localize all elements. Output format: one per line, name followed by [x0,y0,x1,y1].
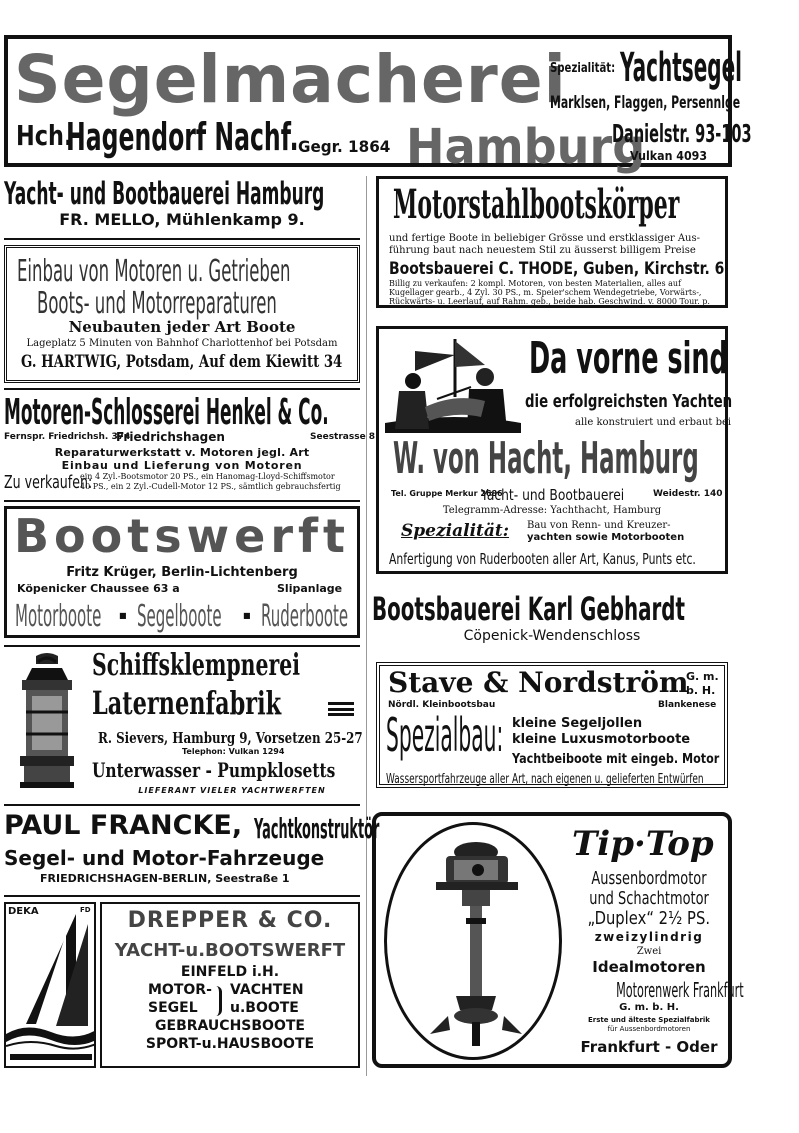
outboard-motor-icon [426,838,526,1048]
ad-mello [4,176,360,234]
stave-gmbh2: b. H. [686,684,716,697]
francke-line2: Segel- und Motor-Fahrzeuge [4,846,325,870]
hacht-tele: Telegramm-Adresse: Yachthacht, Hamburg [442,505,662,516]
stave-sub1: Nördl. Kleinbootsbau [388,700,496,710]
tiptop-line3: „Duplex“ 2½ PS. [587,908,711,929]
sievers-line5: LIEFERANT VIELER YACHTWERFTEN [138,786,326,795]
krueger-motorboote: Motorboote [15,599,102,634]
ad-hartwig [4,245,360,383]
krueger-sep2: ■ [243,611,251,620]
drepper-line5a: SEGEL [148,1000,198,1016]
hagendorf-spec-label: Spezialität: [550,61,616,76]
ad-henkel [4,392,376,498]
thode-line2: führung baut nach neuestem Stil zu äusserst billigem Preise [389,245,696,256]
hagendorf-hch: Hch. [16,119,73,152]
hagendorf-street: Danielstr. 93-103 [612,119,752,148]
hacht-line1: Da vorne sind [529,333,728,384]
tiptop-line10: für Aussenbordmotoren [607,1025,691,1033]
ad-gebhardt [372,590,732,652]
krueger-line2b: Slipanlage [277,582,343,595]
stave-sub2: Blankenese [658,700,717,710]
drepper-logo-frame [4,902,96,1068]
hartwig-line2: Boots- und Motorreparaturen [37,286,277,321]
tiptop-line4: zweizylindrig [594,930,704,944]
francke-name: PAUL FRANCKE, [4,810,243,841]
drepper-line2: YACHT-u.BOOTSWERFT [114,940,346,961]
tiptop-line1: Aussenbordmotor [591,868,707,889]
drepper-line1: DREPPER & CO. [127,908,333,933]
hacht-mid: Yacht- und Bootbauerei [481,486,625,504]
sievers-lines-icon [328,702,354,716]
tiptop-line11: Frankfurt - Oder [580,1038,718,1056]
hacht-spec: Spezialität: [401,521,510,541]
sievers-line3: R. Sievers, Hamburg 9, Vorsetzen 25-27 [98,729,363,747]
drepper-fd: FD [80,906,91,914]
ad-hacht [376,326,733,574]
sailboat-icon [6,914,96,1064]
henkel-street: Seestrasse 8 [310,432,376,442]
hacht-line4: W. von Hacht, Hamburg [393,433,699,484]
hartwig-line4: Lageplatz 5 Minuten von Bahnhof Charlottenhof bei Potsdam [26,338,338,349]
tiptop-line2: und Schachtmotor [589,888,709,909]
gebhardt-line1: Bootsbauerei Karl Gebhardt [372,590,685,628]
krueger-title: Bootswerft [13,509,351,563]
gebhardt-line2: Cöpenick-Wendenschloss [463,628,641,644]
ad-stave [376,662,728,788]
lantern-icon [8,652,86,790]
henkel-sell2: 40 PS., ein 2 Zyl.-Cudell-Motor 12 PS., sämtlich gebrauchsfertig [80,482,341,491]
stave-title: Stave & Nordström [388,666,689,699]
ad-krueger [4,506,360,638]
henkel-sell1: ein 4 Zyl.-Bootsmotor 20 PS., ein Hanomag-Lloyd-Schiffsmotor [80,472,335,481]
ad-drepper [4,902,360,1070]
hacht-spec2: yachten sowie Motorbooten [527,532,685,543]
drepper-brace-icon [214,986,222,1016]
divider [4,238,360,240]
stave-s3: Yachtbeiboote mit eingeb. Motor [512,752,720,767]
tiptop-line5: Zwei [636,946,662,957]
thode-title: Motorstahlbootskörper [393,181,680,228]
divider [4,500,360,502]
mello-title: Yacht- und Bootbauerei Hamburg [4,176,325,212]
tiptop-title: Tip·Top [572,824,714,864]
divider [4,895,360,897]
henkel-line2: Einbau und Lieferung von Motoren [61,459,303,472]
tiptop-line8: G. m. b. H. [619,1002,679,1013]
henkel-line1: Reparaturwerkstatt v. Motoren jegl. Art [54,446,310,459]
stave-footer: Wassersportfahrzeuge aller Art, nach eigenen u. gelieferten Entwürfen [386,772,704,787]
francke-title: Yachtkonstruktör [254,812,380,845]
henkel-title: Motoren-Schlosserei Henkel & Co. [4,392,329,433]
drepper-line5b: u.BOOTE [230,1000,299,1016]
thode-line5: Kugellager gearb., 4 Zyl. 30 PS., m. Speier'schem Wendegetriebe, Vorwärts-, [389,288,702,297]
henkel-phone: Fernspr. Friedrichsh. 374 [4,432,131,442]
krueger-ruderboote: Ruderboote [261,599,349,634]
divider [4,645,360,647]
krueger-sep1: ■ [119,611,127,620]
hacht-spec1: Bau von Renn- und Kreuzer- [527,520,671,531]
hagendorf-city: Hamburg [406,119,646,175]
sievers-line1: Schiffsklempnerei [92,648,300,683]
drepper-line3: EINFELD i.H. [180,964,280,980]
francke-line3: FRIEDRICHSHAGEN-BERLIN, Seestraße 1 [40,872,290,885]
hartwig-line5: G. HARTWIG, Potsdam, Auf dem Kiewitt 34 [21,352,343,372]
sievers-line2: Laternenfabrik [92,684,282,722]
ad-francke [4,810,380,890]
stave-s1: kleine Segeljollen [512,716,643,731]
hacht-line5: Anfertigung von Ruderbooten aller Art, Kanus, Punts etc. [389,550,696,568]
drepper-deka: DEKA [8,906,39,917]
drepper-line6: GEBRAUCHSBOOTE [155,1018,305,1034]
drepper-line7: SPORT-u.HAUSBOOTE [145,1036,315,1052]
hagendorf-founded: Gegr. 1864 [298,137,391,156]
ad-thode [376,176,728,308]
hartwig-line3: Neubauten jeder Art Boote [68,318,296,336]
thode-line6: Rückwärts- u. Leerlauf, auf Rahm. geb., beide hab. Geschwind. v. 8000 Tour. p. [389,297,710,306]
divider [4,388,360,390]
hartwig-line1: Einbau von Motoren u. Getrieben [17,254,291,289]
stave-gmbh1: G. m. [686,670,719,683]
hacht-tel: Tel. Gruppe Merkur 2686 [391,489,503,498]
ad-hagendorf [4,35,752,175]
ad-tiptop [372,812,744,1068]
thode-line3: Bootsbauerei C. THODE, Guben, Kirchstr. 6 [389,259,725,279]
hagendorf-company: Hagendorf Nachf. [66,115,299,159]
hagendorf-spec-sub: Marklsen, Flaggen, Persennlge [550,93,741,113]
drepper-line4a: MOTOR- [148,982,212,998]
hacht-street: Weidestr. 140 [653,489,723,499]
hacht-line2: die erfolgreichsten Yachten [525,391,733,412]
sievers-phone: Telephon: Vulkan 1294 [182,747,285,756]
hagendorf-phone: Vulkan 4093 [630,149,708,163]
tiptop-line7: Motorenwerk Frankfurt [616,978,744,1002]
divider [4,804,360,806]
hagendorf-spec-value: Yachtsegel [620,45,743,91]
tiptop-line9: Erste und älteste Spezialfabrik [588,1016,710,1024]
henkel-town: Friedrichshagen [116,430,225,444]
hagendorf-title: Segelmacherei [14,41,567,118]
hacht-line3: alle konstruiert und erbaut bei [575,417,732,428]
krueger-line2a: Köpenicker Chaussee 63 a [17,582,180,595]
thode-line1: und fertige Boote in beliebiger Grösse und erstklassiger Aus- [389,233,701,244]
stave-s2: kleine Luxusmotorboote [512,732,691,747]
sailors-illustration-icon [385,337,521,435]
henkel-sell-label: Zu verkaufen: [4,472,93,493]
krueger-line1: Fritz Krüger, Berlin-Lichtenberg [66,565,298,580]
tiptop-line6: Idealmotoren [592,958,706,976]
stave-spec: Spezialbau: [386,708,504,762]
mello-sub: FR. MELLO, Mühlenkamp 9. [59,210,305,229]
sievers-line4: Unterwasser - Pumpklosetts [92,758,336,782]
drepper-line4b: VACHTEN [230,982,304,998]
thode-line4: Billig zu verkaufen: 2 kompl. Motoren, von besten Materialien, alles auf [389,279,682,288]
ad-sievers [4,648,363,798]
drepper-box [100,902,360,1068]
krueger-segelboote: Segelboote [137,599,222,634]
